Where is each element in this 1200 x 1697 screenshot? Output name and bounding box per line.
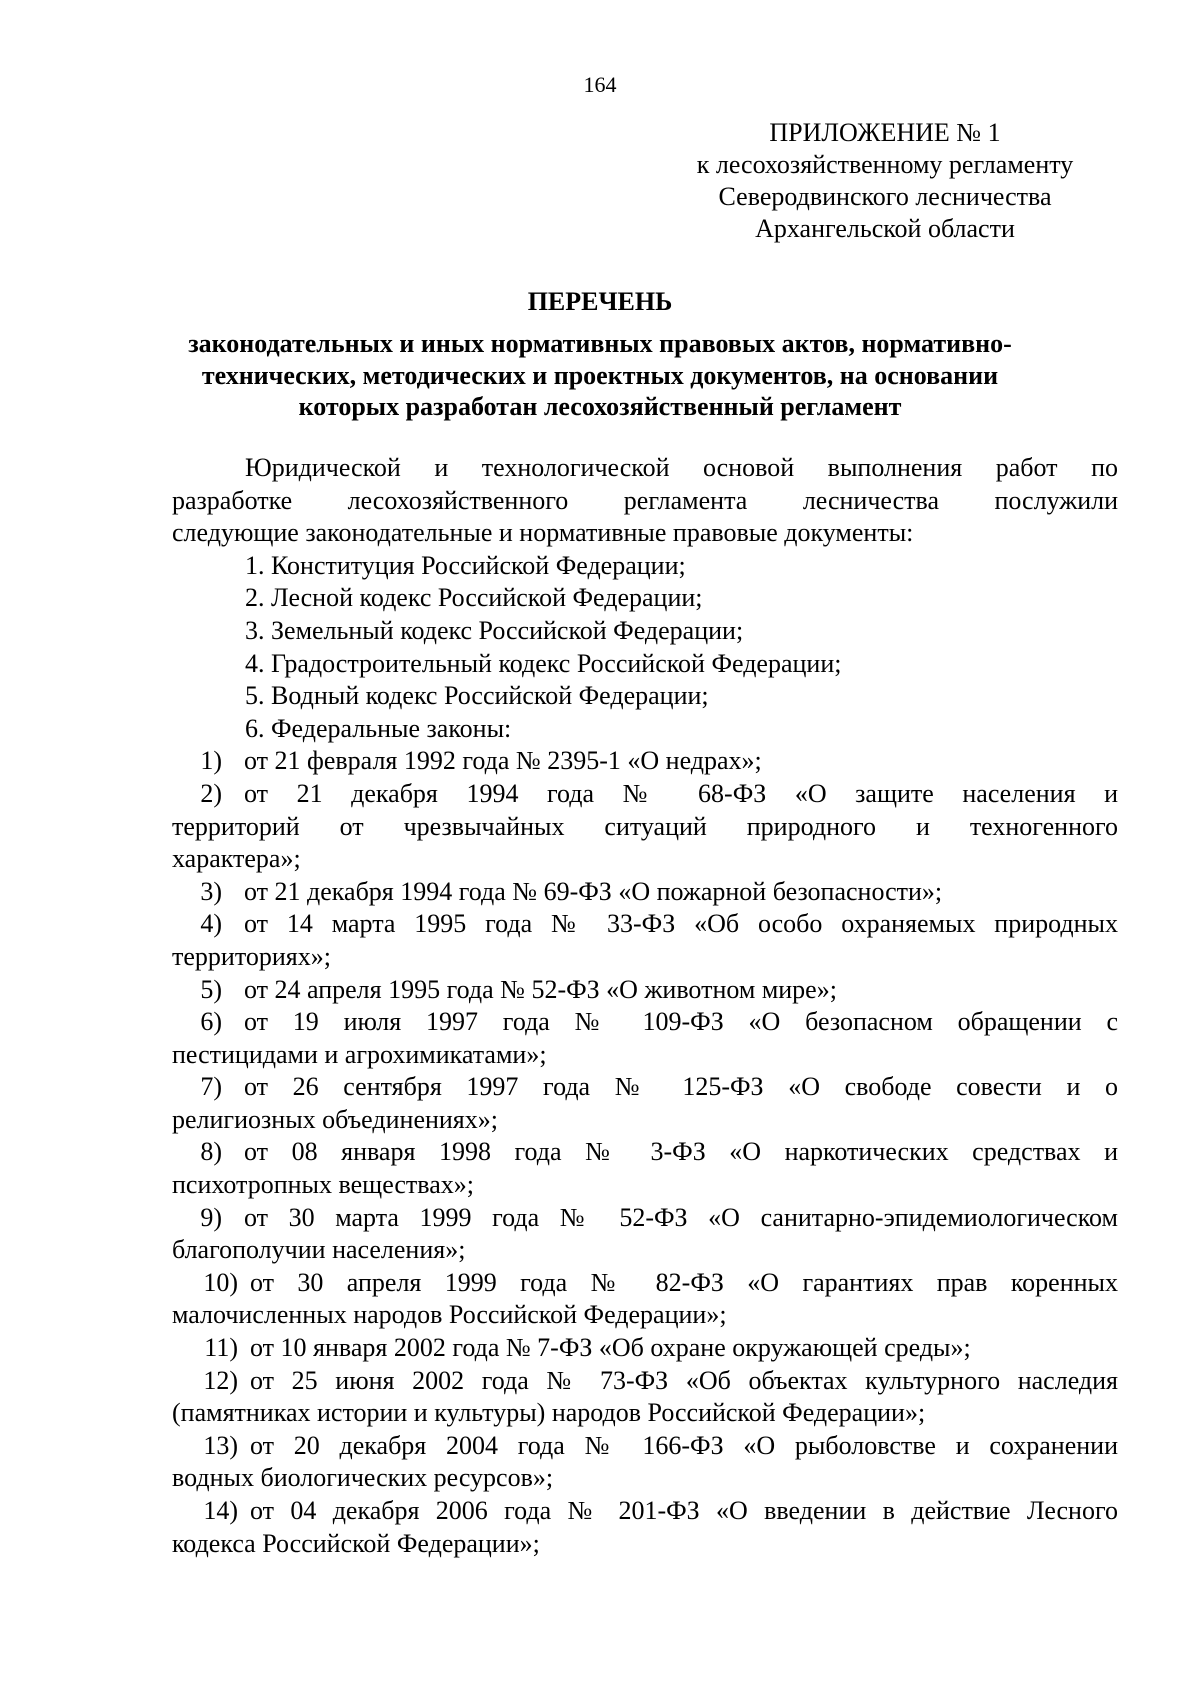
law-continuation: психотропных веществах»; [172, 1170, 474, 1200]
subtitle-line: которых разработан лесохозяйственный регламент [298, 392, 902, 421]
code-item: 2. Лесной кодекс Российской Федерации; [245, 583, 703, 613]
law-text: от 30 апреля 1999 года № 82-ФЗ «О гарантиях прав коренных [250, 1267, 1118, 1297]
page-number: 164 [583, 72, 617, 97]
law-item [172, 1071, 1118, 1104]
law-number: 10) [203, 1267, 238, 1297]
law-text: от 20 декабря 2004 года № 166-ФЗ «О рыболовстве и сохранении [250, 1430, 1118, 1460]
law-number: 5) [200, 974, 222, 1004]
law-text: от 21 февраля 1992 года № 2395-1 «О недрах»; [244, 746, 762, 776]
law-item [172, 745, 1118, 778]
appendix-line: Северодвинского лесничества [718, 182, 1052, 211]
law-text: от 30 марта 1999 года № 52-ФЗ «О санитарно-эпидемиологическом [244, 1202, 1118, 1232]
code-item: 1. Конституция Российской Федерации; [245, 550, 686, 580]
law-number: 13) [203, 1430, 238, 1460]
law-continuation: территорий от чрезвычайных ситуаций природного и техногенного [172, 811, 1118, 841]
law-item [172, 1267, 1118, 1300]
law-continuation: (памятниках истории и культуры) народов Российской Федерации»; [172, 1398, 926, 1428]
law-number: 14) [203, 1496, 238, 1525]
law-number: 12) [203, 1365, 238, 1395]
law-continuation: кодекса Российской Федерации»; [172, 1528, 540, 1558]
intro-line: Юридической и технологической основой выполнения работ по [245, 453, 1118, 482]
law-item [172, 778, 1118, 811]
law-number: 7) [200, 1072, 222, 1102]
law-number: 6) [200, 1007, 222, 1037]
law-item [172, 876, 1118, 909]
intro-line: разработке лесохозяйственного регламента лесничества послужили [172, 485, 1118, 515]
law-number: 4) [200, 909, 222, 939]
code-item: 6. Федеральные законы: [245, 713, 512, 743]
law-continuation: территориях»; [172, 941, 331, 971]
appendix-line: Архангельской области [755, 214, 1015, 243]
law-continuation: религиозных объединениях»; [172, 1104, 498, 1134]
law-number: 2) [200, 778, 222, 808]
law-text: от 21 декабря 1994 года № 68-ФЗ «О защите населения и [244, 778, 1118, 808]
law-number: 11) [204, 1333, 238, 1363]
law-text: от 21 декабря 1994 года № 69-ФЗ «О пожарной безопасности»; [244, 876, 943, 906]
law-item [172, 1430, 1118, 1463]
law-item [172, 1495, 1118, 1528]
law-item [172, 974, 1118, 1007]
law-item [172, 1365, 1118, 1398]
code-item: 5. Водный кодекс Российской Федерации; [245, 681, 709, 711]
law-number: 9) [200, 1202, 222, 1232]
law-text: от 24 апреля 1995 года № 52-ФЗ «О животном мире»; [244, 974, 837, 1004]
document-subtitle [160, 328, 1040, 423]
law-continuation: малочисленных народов Российской Федерации»; [172, 1300, 727, 1330]
law-continuation: благополучии населения»; [172, 1235, 466, 1265]
law-item [172, 1332, 1118, 1365]
code-item: 3. Земельный кодекс Российской Федерации; [245, 615, 744, 645]
law-continuation: пестицидами и агрохимикатами»; [172, 1039, 547, 1069]
law-number: 3) [200, 876, 222, 906]
law-text: от 10 января 2002 года № 7-ФЗ «Об охране окружающей среды»; [250, 1333, 971, 1363]
law-text: от 19 июля 1997 года № 109-ФЗ «О безопасном обращении с [244, 1007, 1118, 1037]
law-text: от 08 января 1998 года № 3-ФЗ «О наркотических средствах и [244, 1137, 1118, 1167]
appendix-block [675, 117, 1095, 245]
law-text: от 14 марта 1995 года № 33-ФЗ «Об особо охраняемых природных [244, 909, 1118, 939]
document-body [172, 452, 1118, 1560]
law-continuation: водных биологических ресурсов»; [172, 1463, 554, 1493]
intro-line: следующие законодательные и нормативные правовые документы: [172, 518, 914, 548]
document-title: ПЕРЕЧЕНЬ [527, 287, 673, 316]
law-text: от 25 июня 2002 года № 73-ФЗ «Об объектах культурного наследия [250, 1365, 1118, 1395]
law-continuation: характера»; [172, 844, 301, 874]
subtitle-line: технических, методических и проектных документов, на основании [201, 360, 999, 390]
law-text: от 26 сентября 1997 года № 125-ФЗ «О свободе совести и о [244, 1072, 1118, 1102]
appendix-line: к лесохозяйственному регламенту [696, 150, 1074, 179]
law-number: 1) [200, 746, 222, 776]
code-item: 4. Градостроительный кодекс Российской Федерации; [245, 648, 842, 678]
subtitle-line: законодательных и иных нормативных правовых актов, нормативно- [188, 329, 1012, 358]
laws-list [172, 745, 1118, 1560]
law-item [172, 1136, 1118, 1169]
law-item [172, 908, 1118, 941]
appendix-title: ПРИЛОЖЕНИЕ № 1 [769, 118, 1001, 147]
law-item [172, 1006, 1118, 1039]
law-text: от 04 декабря 2006 года № 201-ФЗ «О введении в действие Лесного [250, 1496, 1118, 1525]
law-number: 8) [200, 1137, 222, 1167]
law-item [172, 1202, 1118, 1235]
